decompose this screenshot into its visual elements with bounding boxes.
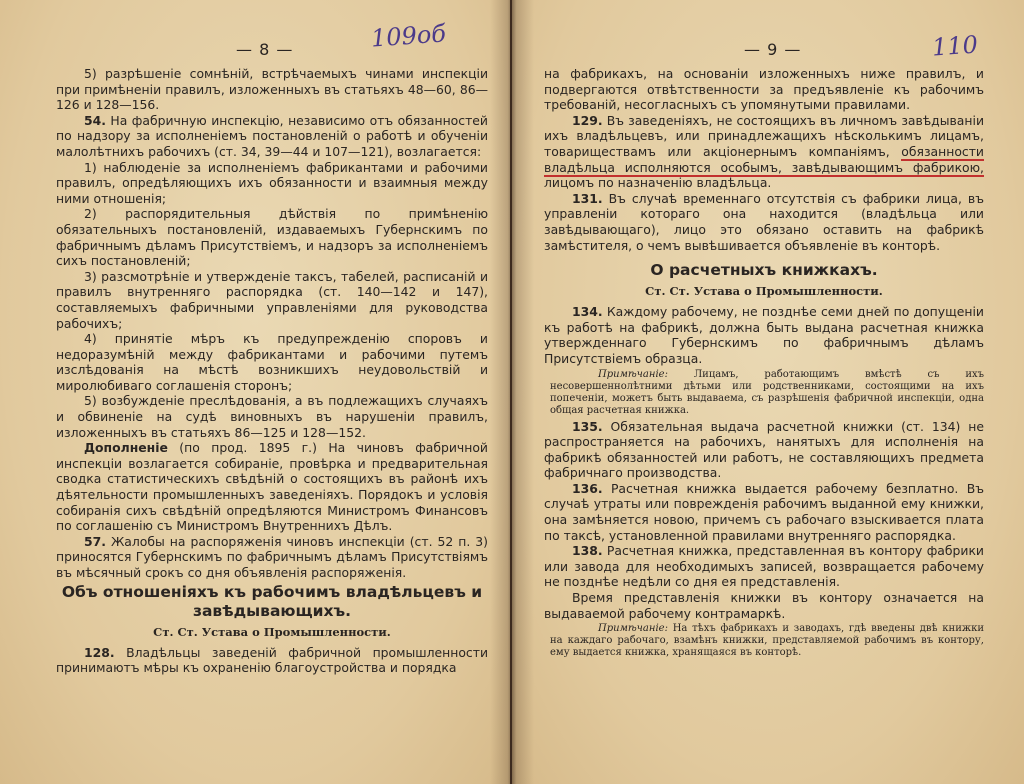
note-label: Примѣчаніе:	[598, 623, 668, 635]
article-134	[544, 304, 984, 366]
section-heading: О расчетныхъ книжкахъ.	[650, 261, 878, 280]
left-folio-handwritten: 109об	[370, 19, 447, 53]
article-text: Въ случаѣ временнаго отсутствія съ фабрики лица, въ управленіи котораго она находится (владѣльца или завѣдывающаго), лицо это обязано оставить на фабрикѣ замѣстителя, о чемъ вывѣшивается объявленіе въ конторѣ.	[544, 190, 984, 253]
article-number: 54.	[84, 112, 106, 128]
article-138-continuation: Время представленія книжки въ контору означается на выдаваемой рабочему контрамаркѣ.	[544, 590, 984, 621]
article-131	[544, 191, 984, 253]
article-number: 134.	[572, 304, 603, 320]
article-number: 131.	[572, 190, 603, 206]
article-number: 129.	[572, 112, 603, 128]
article-text: На фабричную инспекцію, независимо отъ обязанностей по надзору за исполненіемъ постановленій о работѣ и обученіи малолѣтнихъ рабочихъ (ст. 34, 39—44 и 107—121), возлагается:	[56, 112, 488, 159]
article-text: Владѣльцы заведеній фабричной промышленности принимаютъ мѣры къ охраненію благоустройства и порядка	[56, 644, 488, 676]
article-135	[544, 419, 984, 481]
note-text: Лицамъ, работающимъ вмѣстѣ съ ихъ несовершеннолѣтними дѣтьми или родственниками, состоящими на ихъ попеченіи, можетъ быть выдаваема, съ разрѣшенія фабричной инспекціи, одна общая расчетная книжка.	[550, 368, 985, 416]
list-paragraph: 3) разсмотрѣніе и утвержденіе таксъ, табелей, расписаній и правилъ внутренняго распорядка (ст. 140—142 и 147), составляемыхъ фабричными управленіями для руководства рабочихъ;	[56, 268, 488, 331]
article-text: Расчетная книжка выдается рабочему безплатно. Въ случаѣ утраты или поврежденія рабочимъ выданной ему книжки, она замѣняется новою, причемъ съ рабочаго взыскивается плата по таксѣ, установленной правилами внутренняго распорядка.	[544, 480, 984, 543]
article-text: (по прод. 1895 г.) На чиновъ фабричной инспекціи возлагается собираніе, провѣрка и предварительная сводка статистическихъ свѣдѣній о состоящихъ въ районѣ ихъ дѣятельности промышленныхъ заведеніяхъ. Порядокъ и условія собиранія сихъ свѣдѣній опредѣляются Министромъ Финансовъ по соглашенію съ Министромъ Внутреннихъ Дѣлъ.	[56, 440, 488, 534]
list-paragraph: 4) принятіе мѣръ къ предупрежденію споровъ и недоразумѣній между фабрикантами и рабочими путемъ изслѣдованія на мѣстѣ возникшихъ неудовольствій и миролюбиваго соглашенія сторонъ;	[56, 331, 488, 393]
note	[544, 623, 984, 659]
list-paragraph: 2) распорядительныя дѣйствія по примѣненію обязательныхъ постановленій, издаваемыхъ Губернскимъ по фабричнымъ дѣламъ Присутствіемъ, и надзоръ за исполненіемъ сихъ постановленій;	[56, 206, 488, 269]
article-number: 138.	[572, 543, 603, 559]
article-paragraph	[56, 113, 488, 160]
article-number: 135.	[572, 418, 603, 434]
right-page	[512, 0, 1024, 784]
red-underlined-text: обязанности владѣльца исполняются особымъ, завѣдывающимъ фабрикою,	[544, 143, 984, 175]
article-number: 57.	[84, 533, 106, 549]
section-subheading: Ст. Ст. Устава о Промышленности.	[645, 284, 883, 299]
article-paragraph	[56, 645, 488, 676]
note	[544, 369, 984, 417]
article-number: Дополненіе	[84, 440, 168, 456]
article-number: 128.	[84, 644, 115, 660]
article-number: 136.	[572, 480, 603, 496]
article-paragraph	[56, 534, 488, 581]
right-page-header	[544, 30, 984, 66]
article-136	[544, 481, 984, 543]
article-text: Жалобы на распоряженія чиновъ инспекціи (ст. 52 п. 3) приносятся Губернскимъ по фабричнымъ дѣламъ Присутствіямъ въ мѣсячный срокъ со дня объявленія распоряженія.	[56, 533, 488, 580]
list-paragraph: 1) наблюденіе за исполненіемъ фабрикантами и рабочими правилъ, опредѣляющихъ ихъ обязанности и взаимныя между ними отношенія;	[56, 159, 488, 206]
note-label: Примѣчаніе:	[598, 368, 668, 380]
list-paragraph: 5) разрѣшеніе сомнѣній, встрѣчаемыхъ чинами инспекціи при примѣненіи правилъ, изложенныхъ въ статьяхъ 48—60, 86—126 и 128—156.	[56, 66, 488, 113]
left-page-header	[56, 19, 488, 66]
right-page-number: — 9 —	[744, 40, 802, 59]
article-text: Расчетная книжка, представленная въ контору фабрики или завода для необходимыхъ записей, возвращается рабочему не позднѣе недѣли со дня ея представленія.	[544, 543, 984, 590]
section-heading: Объ отношеніяхъ къ рабочимъ владѣльцевъ и завѣдывающихъ.	[61, 582, 483, 620]
article-text: лицомъ по назначенію владѣльца.	[544, 175, 772, 191]
note-text: На тѣхъ фабрикахъ и заводахъ, гдѣ введены двѣ книжки на каждаго рабочаго, взамѣнъ книжки, представляемой рабочимъ въ контору, ему выдается книжка, хранящаяся въ конторѣ.	[550, 623, 984, 659]
left-page-body	[56, 66, 488, 676]
right-folio-handwritten: 110	[931, 30, 979, 62]
list-paragraph: 5) возбужденіе преслѣдованія, а въ подлежащихъ случаяхъ и обвиненіе на судѣ виновныхъ въ нарушеніи правилъ, изложенныхъ въ статьяхъ 86—125 и 128—152.	[56, 393, 488, 440]
article-paragraph	[56, 440, 488, 534]
section-subheading: Ст. Ст. Устава о Промышленности.	[153, 624, 391, 639]
article-text: Въ заведеніяхъ, не состоящихъ въ личномъ завѣдываніи ихъ владѣльцевъ, или принадлежащихъ нѣсколькимъ лицамъ, товариществамъ или акціонернымъ компаніямъ,	[544, 112, 984, 159]
left-page	[0, 0, 510, 784]
article-text: Обязательная выдача расчетной книжки (ст. 134) не распространяется на рабочихъ, нанятыхъ для исполненія на фабрикѣ обязанностей или работъ, не составляющихъ предмета фабричнаго производства.	[544, 418, 984, 481]
left-page-number: — 8 —	[236, 40, 294, 59]
article-138	[544, 543, 984, 590]
continuation-paragraph: на фабрикахъ, на основаніи изложенныхъ ниже правилъ, и подвергаются отвѣтственности за предъявленіе къ рабочимъ требованій, несогласныхъ съ упомянутыми правилами.	[544, 66, 984, 113]
article-text: Каждому рабочему, не позднѣе семи дней по допущеніи къ работѣ на фабрикѣ, должна быть выдана расчетная книжка утвержденнаго Губернскимъ по фабричнымъ дѣламъ Присутствіемъ образца.	[544, 304, 984, 366]
article-129	[544, 113, 984, 191]
